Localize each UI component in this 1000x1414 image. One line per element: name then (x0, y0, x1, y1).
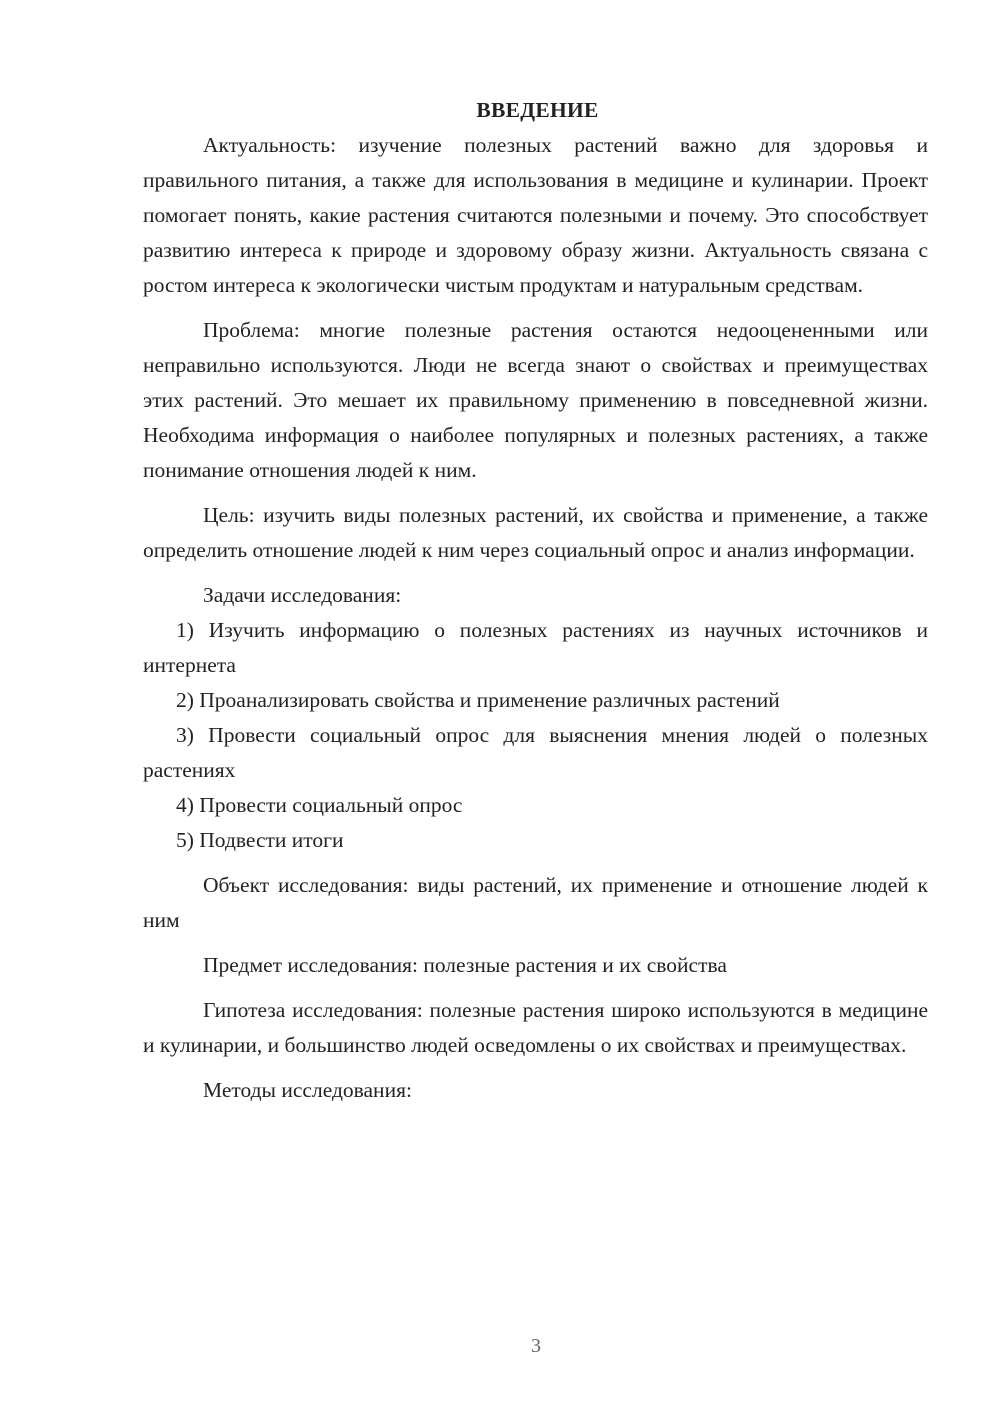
task-item-3: 3) Провести социальный опрос для выяснения мнения людей о полезных растениях (143, 723, 928, 782)
paragraph-goal: Цель: изучить виды полезных растений, их свойства и применение, а также определить отношение людей к ним через социальный опрос и анализ информации. (143, 503, 928, 562)
page-number: 3 (531, 1335, 541, 1357)
task-item-1: 1) Изучить информацию о полезных растениях из научных источников и интернета (143, 618, 928, 677)
paragraph-methods: Методы исследования: (203, 1078, 412, 1102)
section-title: ВВЕДЕНИЕ (476, 98, 599, 122)
task-item-5: 5) Подвести итоги (176, 828, 344, 852)
paragraph-tasks-heading: Задачи исследования: (203, 583, 402, 607)
paragraph-relevance: Актуальность: изучение полезных растений важно для здоровья и правильного питания, а также для использования в медицине и кулинарии. Проект помогает понять, какие растения считаются полезными и почему. Это способствует развитию интереса к природе и здоровому образу жизни. Актуальность связана с ростом интереса к экологически чистым продуктам и натуральным средствам. (143, 133, 928, 297)
task-item-2: 2) Проанализировать свойства и применение различных растений (176, 688, 780, 712)
page-content (143, 93, 928, 1108)
paragraph-hypothesis: Гипотеза исследования: полезные растения широко используются в медицине и кулинарии, и большинство людей осведомлены о их свойствах и преимуществах. (143, 998, 928, 1057)
paragraph-object: Объект исследования: виды растений, их применение и отношение людей к ним (143, 873, 928, 932)
paragraph-subject: Предмет исследования: полезные растения и их свойства (203, 953, 727, 977)
paragraph-problem: Проблема: многие полезные растения остаются недооцененными или неправильно используются. Люди не всегда знают о свойствах и преимуществах этих растений. Это мешает их правильному применению в повседневной жизни. Необходима информация о наиболее популярных и полезных растениях, а также понимание отношения людей к ним. (143, 318, 928, 482)
task-item-4: 4) Провести социальный опрос (176, 793, 463, 817)
